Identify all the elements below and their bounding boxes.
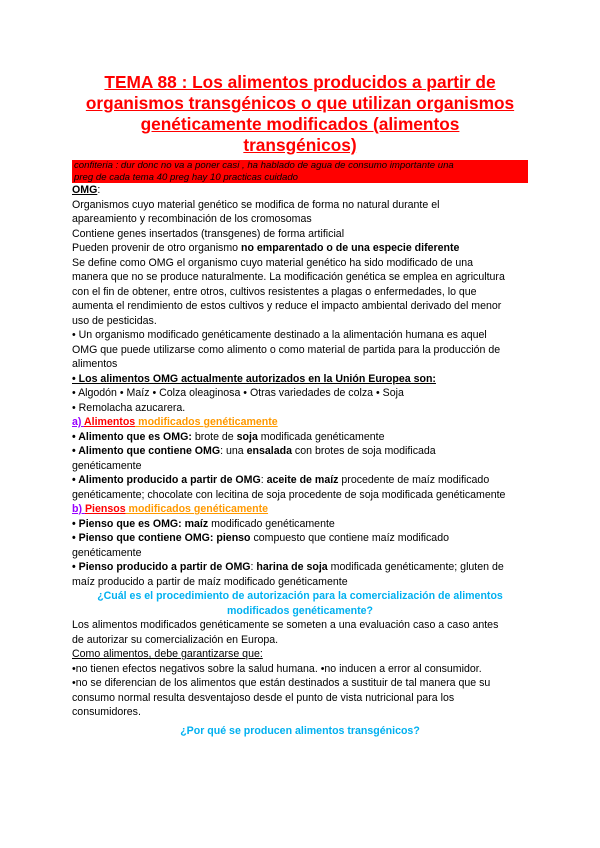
list-item-continuation: genéticamente; chocolate con lecitina de soja procedente de soja modificada genéticamente xyxy=(72,488,506,501)
question-line: modificados genéticamente? xyxy=(227,604,373,617)
paragraph-line: aumenta el rendimiento de estos cultivos y reduce el impacto ambiental derivado del menor xyxy=(72,300,502,312)
paragraph-line: •no se diferencian de los alimentos que están destinados a sustituir de tal manera que su xyxy=(72,677,491,689)
answer-1 xyxy=(72,618,528,720)
paragraph-line: con el fin de obtener, entre otros, cultivos resistentes a plagas o enfermedades, lo que xyxy=(72,285,477,298)
question-line: ¿Por qué se producen alimentos transgénicos? xyxy=(180,724,420,737)
list-item: • Alimento producido a partir de OMG: aceite de maíz procedente de maíz modificado xyxy=(72,474,490,486)
paragraph-line: Se define como OMG el organismo cuyo material genético ha sido modificado de una xyxy=(72,256,474,269)
paragraph-line: alimentos xyxy=(72,358,118,370)
title-line: organismos transgénicos o que utilizan organismos xyxy=(85,93,515,113)
paragraph-line: • Un organismo modificado genéticamente destinado a la alimentación humana es aquel xyxy=(72,329,487,341)
section-b xyxy=(72,502,528,589)
paragraph-line: consumidores. xyxy=(72,706,141,718)
paragraph-line: OMG que puede utilizarse como alimento o como material de partida para la producción de xyxy=(72,343,501,356)
note-line: preg de cada tema 40 preg hay 10 practicas cuidado xyxy=(74,171,299,183)
paragraph-line: manera que no se produce naturalmente. La modificación genética se emplea en agricultura xyxy=(72,271,505,283)
list-item: • Pienso que contiene OMG: pienso compuesto que contiene maíz modificado xyxy=(72,532,449,544)
list-item: • Pienso producido a partir de OMG: harina de soja modificada genéticamente; gluten de xyxy=(72,561,504,573)
paragraph-line: Contiene genes insertados (transgenes) de forma artificial xyxy=(72,227,345,240)
question-1 xyxy=(72,589,528,618)
question-2 xyxy=(72,724,528,739)
authorized-list-line: • Algodón • Maíz • Colza oleaginosa • Otras variedades de colza • Soja xyxy=(72,387,404,399)
paragraph-line: Pueden provenir de otro organismo no emparentado o de una especie diferente xyxy=(72,242,460,254)
omg-heading: OMG: xyxy=(72,184,101,196)
note-line: confiteria : dur donc no va a poner casi , ha hablado de agua de consumo importante una xyxy=(74,160,454,171)
authorized-list-line: • Remolacha azucarera. xyxy=(72,401,186,414)
document-page xyxy=(72,72,528,738)
title-line: TEMA 88 : Los alimentos producidos a partir de xyxy=(104,72,496,92)
title-line: genéticamente modificados (alimentos xyxy=(140,114,460,134)
paragraph-line: •no tienen efectos negativos sobre la salud humana. •no inducen a error al consumidor. xyxy=(72,662,482,675)
authorized-heading: • Los alimentos OMG actualmente autorizados en la Unión Europea son: xyxy=(72,372,436,385)
highlighted-note xyxy=(72,160,528,183)
paragraph-line: uso de pesticidas. xyxy=(72,314,157,327)
list-item: • Alimento que es OMG: brote de soja modificada genéticamente xyxy=(72,430,385,443)
section-b-heading: b) Piensos modificados genéticamente xyxy=(72,503,269,515)
omg-section xyxy=(72,183,528,415)
paragraph-line: apareamiento y recombinación de los cromosomas xyxy=(72,213,312,225)
paragraph-line: Los alimentos modificados genéticamente se someten a una evaluación caso a caso antes xyxy=(72,619,499,631)
paragraph-line: consumo normal resulta desventajoso desde el punto de vista nutricional para los xyxy=(72,691,455,704)
guarantee-heading: Como alimentos, debe garantizarse que: xyxy=(72,648,263,660)
question-line: ¿Cuál es el procedimiento de autorización para la comercialización de alimentos xyxy=(97,590,503,602)
list-item-continuation: maíz producido a partir de maíz modificado genéticamente xyxy=(72,575,348,588)
list-item-continuation: genéticamente xyxy=(72,546,142,559)
list-item-continuation: genéticamente xyxy=(72,459,142,472)
paragraph-line: Organismos cuyo material genético se modifica de forma no natural durante el xyxy=(72,198,440,211)
title-line: transgénicos) xyxy=(243,135,357,155)
section-a-heading: a) Alimentos modificados genéticamente xyxy=(72,416,278,428)
section-a xyxy=(72,415,528,502)
list-item: • Pienso que es OMG: maíz modificado genéticamente xyxy=(72,517,335,530)
paragraph-line: de autorizar su comercialización en Europa. xyxy=(72,633,279,646)
page-title xyxy=(72,72,528,156)
list-item: • Alimento que contiene OMG: una ensalada con brotes de soja modificada xyxy=(72,445,436,457)
